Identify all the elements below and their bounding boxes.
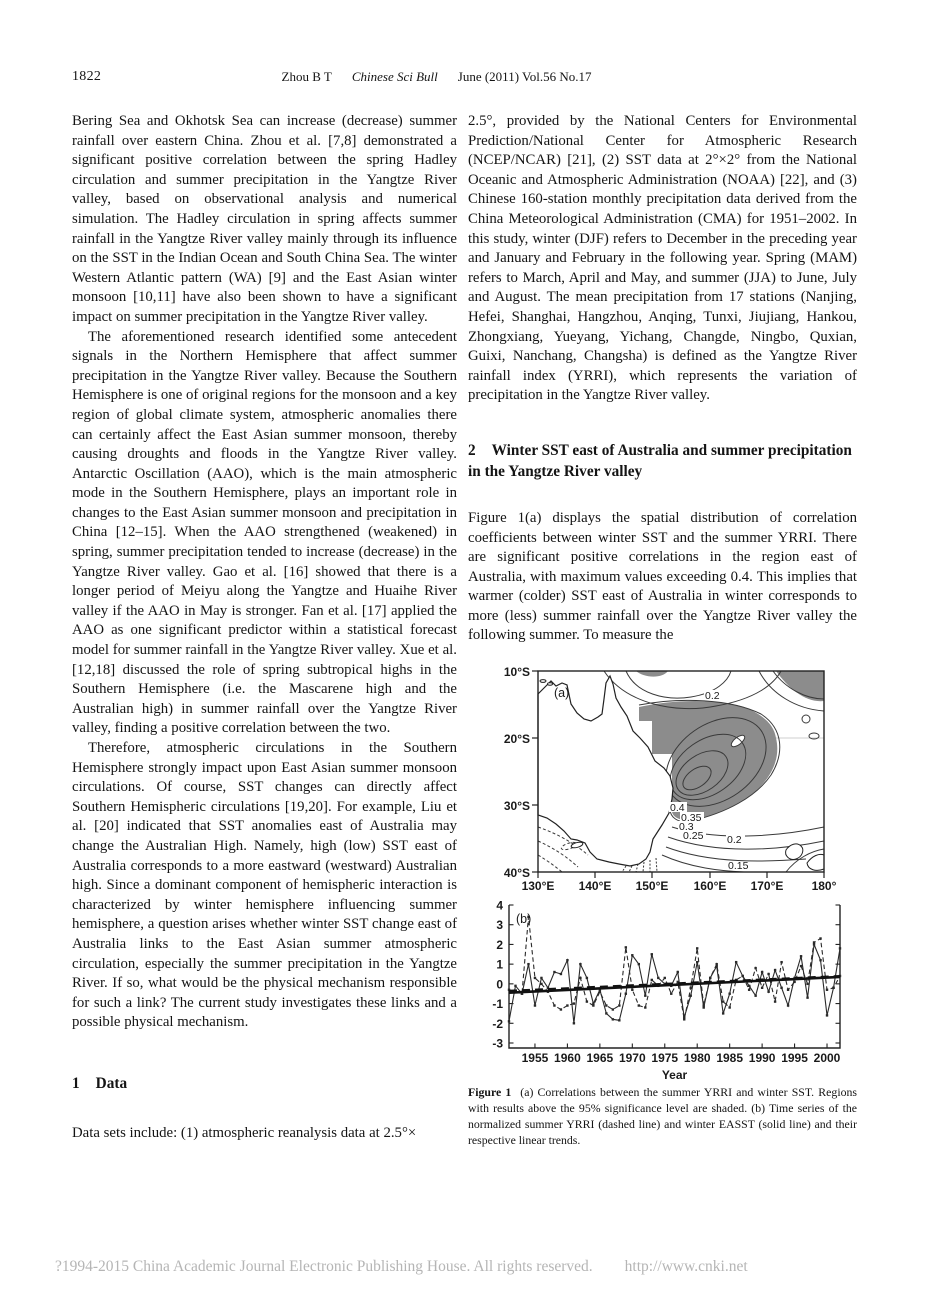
b-ytick--2: -2: [492, 1016, 503, 1031]
journal-name: Chinese Sci Bull: [351, 69, 438, 84]
footer-copyright: ?1994-2015 China Academic Journal Electronic Publishing House. All rights reserved.: [55, 1258, 593, 1275]
b-ytick-1: 1: [496, 957, 503, 972]
figure-1b-chart: [476, 893, 866, 1085]
right-column: [468, 112, 857, 1149]
b-ytick-4: 4: [496, 898, 503, 913]
map-xtick-180: 180°: [811, 879, 837, 894]
contour-label-right-0-2: 0.2: [727, 834, 742, 847]
map-xtick-130e: 130°E: [521, 879, 555, 894]
b-xtick-1960: 1960: [554, 1051, 581, 1066]
section-heading-data: 1 Data: [72, 1074, 128, 1092]
contour-label-0-35: 0.35: [681, 812, 702, 825]
b-axis-ticks: [509, 905, 840, 1048]
map-ytick-30s: 30°S: [503, 799, 530, 814]
b-xtick-1985: 1985: [716, 1051, 744, 1066]
small-islands: [540, 680, 553, 686]
b-xtick-1955: 1955: [521, 1051, 549, 1066]
b-ytick-2: 2: [496, 937, 503, 952]
b-ytick-3: 3: [496, 918, 503, 933]
b-xaxis-label: Year: [661, 1068, 688, 1083]
b-ytick-0: 0: [496, 977, 503, 992]
left-column: [72, 112, 457, 1144]
contour-label-0-4: 0.4: [670, 802, 685, 815]
contour-label-0-3: 0.3: [679, 821, 694, 834]
page-number: 1822: [72, 69, 102, 84]
contour-label-top-0-2: 0.2: [705, 690, 720, 703]
kangaroo-island: [571, 841, 584, 849]
b-axes: [509, 905, 840, 1048]
panel-b-label: (b): [516, 912, 532, 927]
series-line-0: [509, 917, 840, 1020]
b-xtick-2000: 2000: [813, 1051, 841, 1066]
panel-a-label: (a): [554, 686, 570, 701]
map-ytick-10s: 10°S: [503, 665, 530, 680]
running-head: [72, 69, 857, 89]
b-xtick-1990: 1990: [748, 1051, 776, 1066]
footer-url: http://www.cnki.net: [624, 1258, 748, 1275]
b-xtick-1980: 1980: [683, 1051, 711, 1066]
map-xtick-150e: 150°E: [635, 879, 669, 894]
map-xtick-140e: 140°E: [578, 879, 612, 894]
paragraph: Data sets include: (1) atmospheric reanalysis data at 2.5°×: [72, 1125, 417, 1142]
section-heading-winter-sst: 2 Winter SST east of Australia and summer precipitation in the Yangtze River valley: [468, 441, 852, 481]
map-ytick-20s: 20°S: [503, 732, 530, 747]
figure-caption-label: Figure 1: [468, 1085, 512, 1100]
contour-label-0-25: 0.25: [683, 830, 704, 843]
contour-label-0-15: 0.15: [728, 860, 749, 873]
paragraph: Bering Sea and Okhotsk Sea can increase (decrease) summer rainfall over eastern China. Zhou et al. [7,8] demonstrated a significant positive correlation between the spring Hadley circulation and summer precipitation in the Yangtze River valley, based on observational analysis and numerical simulation. The Hadley circulation in spring affects summer rainfall in the Yangtze River valley mainly through its influence on the SST in the Indian Ocean and South China Sea. The winter Western Atlantic pattern (WA) [9] and the East Asian winter monsoon [10,11] have also been shown to have a significant impact on summer precipitation in the Yangtze River valley.: [72, 113, 457, 325]
map-xtick-160e: 160°E: [693, 879, 727, 894]
map-xtick-170e: 170°E: [750, 879, 784, 894]
author-name: Zhou B T: [281, 69, 332, 84]
paragraph: The aforementioned research identified some antecedent signals in the Northern Hemisphere that affect summer precipitation in the Yangtze River valley. Because the Southern Hemisphere is one of original regions for the monsoon and a key region of global climate system, atmospheric anomalies there can certainly affect the East Asian summer monsoon, thereby causing droughts and floods in the Yangtze River valley. Antarctic Oscillation (AAO), which is the main atmospheric mode in the Southern Hemisphere, plays an important role in changes to the East Asian summer monsoon and precipitation in China [12–15]. When the AAO strengthened (weakened) in spring, summer precipitation tended to increase (decrease) in the Yangtze River valley. Gao et al. [16] showed that there is a longer period of Meiyu along the Yangtze and Huaihe River valley if the AAO in May is stronger. Fan et al. [17] applied the AAO as one significant predictor within a statistical forecast model for summer rainfall in the Yangtze River valley. Xue et al. [12,18] discussed the role of spring subtropical highs in the Southern Hemisphere (i.e. the Mascarene high and the Australian high) in summer rainfall over the Yangtze River valley, finding a positive correlation between the two.: [72, 328, 457, 737]
b-xtick-1970: 1970: [618, 1051, 646, 1066]
map-ytick-40s: 40°S: [503, 866, 530, 881]
figure-1a-map: [476, 659, 866, 893]
paragraph: Figure 1(a) displays the spatial distribution of correlation coefficients between winter SST and the summer YRRI. There are significant positive correlations in the region east of Australia, with maximum values exceeding 0.4. This implies that warmer (colder) SST east of Australia in winter corresponds to more (less) summer rainfall over the Yangtze River valley the following summer. To measure the: [468, 509, 857, 644]
series-markers-0: [508, 916, 841, 1021]
b-xtick-1995: 1995: [781, 1051, 808, 1066]
b-ytick--1: -1: [492, 997, 503, 1012]
b-xtick-1965: 1965: [586, 1051, 614, 1066]
b-xtick-1975: 1975: [651, 1051, 679, 1066]
paragraph: Therefore, atmospheric circulations in the Southern Hemisphere strongly impact upon East Asian summer monsoon circulations. Of course, SST changes can directly affect Southern Hemispheric circulations [19,20]. For example, Liu et al. [20] indicated that SST anomalies east of Australia may change the Australian High. Namely, high (low) SST east of Australia corresponds to a more eastward (westward) Australian high. Since a dominant component of hemispheric interaction is characterized by winter hemisphere influencing summer hemisphere, a question arises whether winter SST change east of Australia links to the East Asian summer atmospheric circulation, especially the summer precipitation in the Yangtze River. If so, what would be the physical mechanism responsible for such a link? The current study investigates these links and a possible physical mechanism.: [72, 740, 457, 1031]
b-ytick--3: -3: [492, 1036, 503, 1051]
issue-info: June (2011) Vol.56 No.17: [457, 69, 592, 84]
figure-caption: Figure 1 (a) Correlations between the summer YRRI and winter SST. Regions with results above the 95% significance level are shaded. (b) Time series of the normalized summer YRRI (dashed line) and winter EASST (solid line) and their respective linear trends.: [468, 1085, 857, 1147]
paragraph: 2.5°, provided by the National Centers for Environmental Prediction/National Center for Atmospheric Research (NCEP/NCAR) [21], (2) SST data at 2°×2° from the National Oceanic and Atmospheric Administration (NOAA) [22], and (3) Chinese 160-station monthly precipitation data derived from the China Meteorological Administration (CMA) for 1951–2002. In this study, winter (DJF) refers to December in the preceding year and January and February in the following year. Spring (MAM) refers to March, April and May, and summer (JJA) to June, July and August. The mean precipitation from 17 stations (Nanjing, Hefei, Shanghai, Hangzhou, Anqing, Tunxi, Jiujiang, Hankou, Zhongxiang, Yueyang, Yichang, Changde, Ningbo, Quxian, Guixi, Nanchang, Changsha) is defined as the Yangtze River rainfall index (YRRI), which represents the variation of precipitation in the Yangtze River valley.: [468, 113, 857, 404]
figure-1: [476, 659, 866, 1085]
running-head-center: [44, 69, 829, 85]
page-footer: [55, 1258, 748, 1276]
